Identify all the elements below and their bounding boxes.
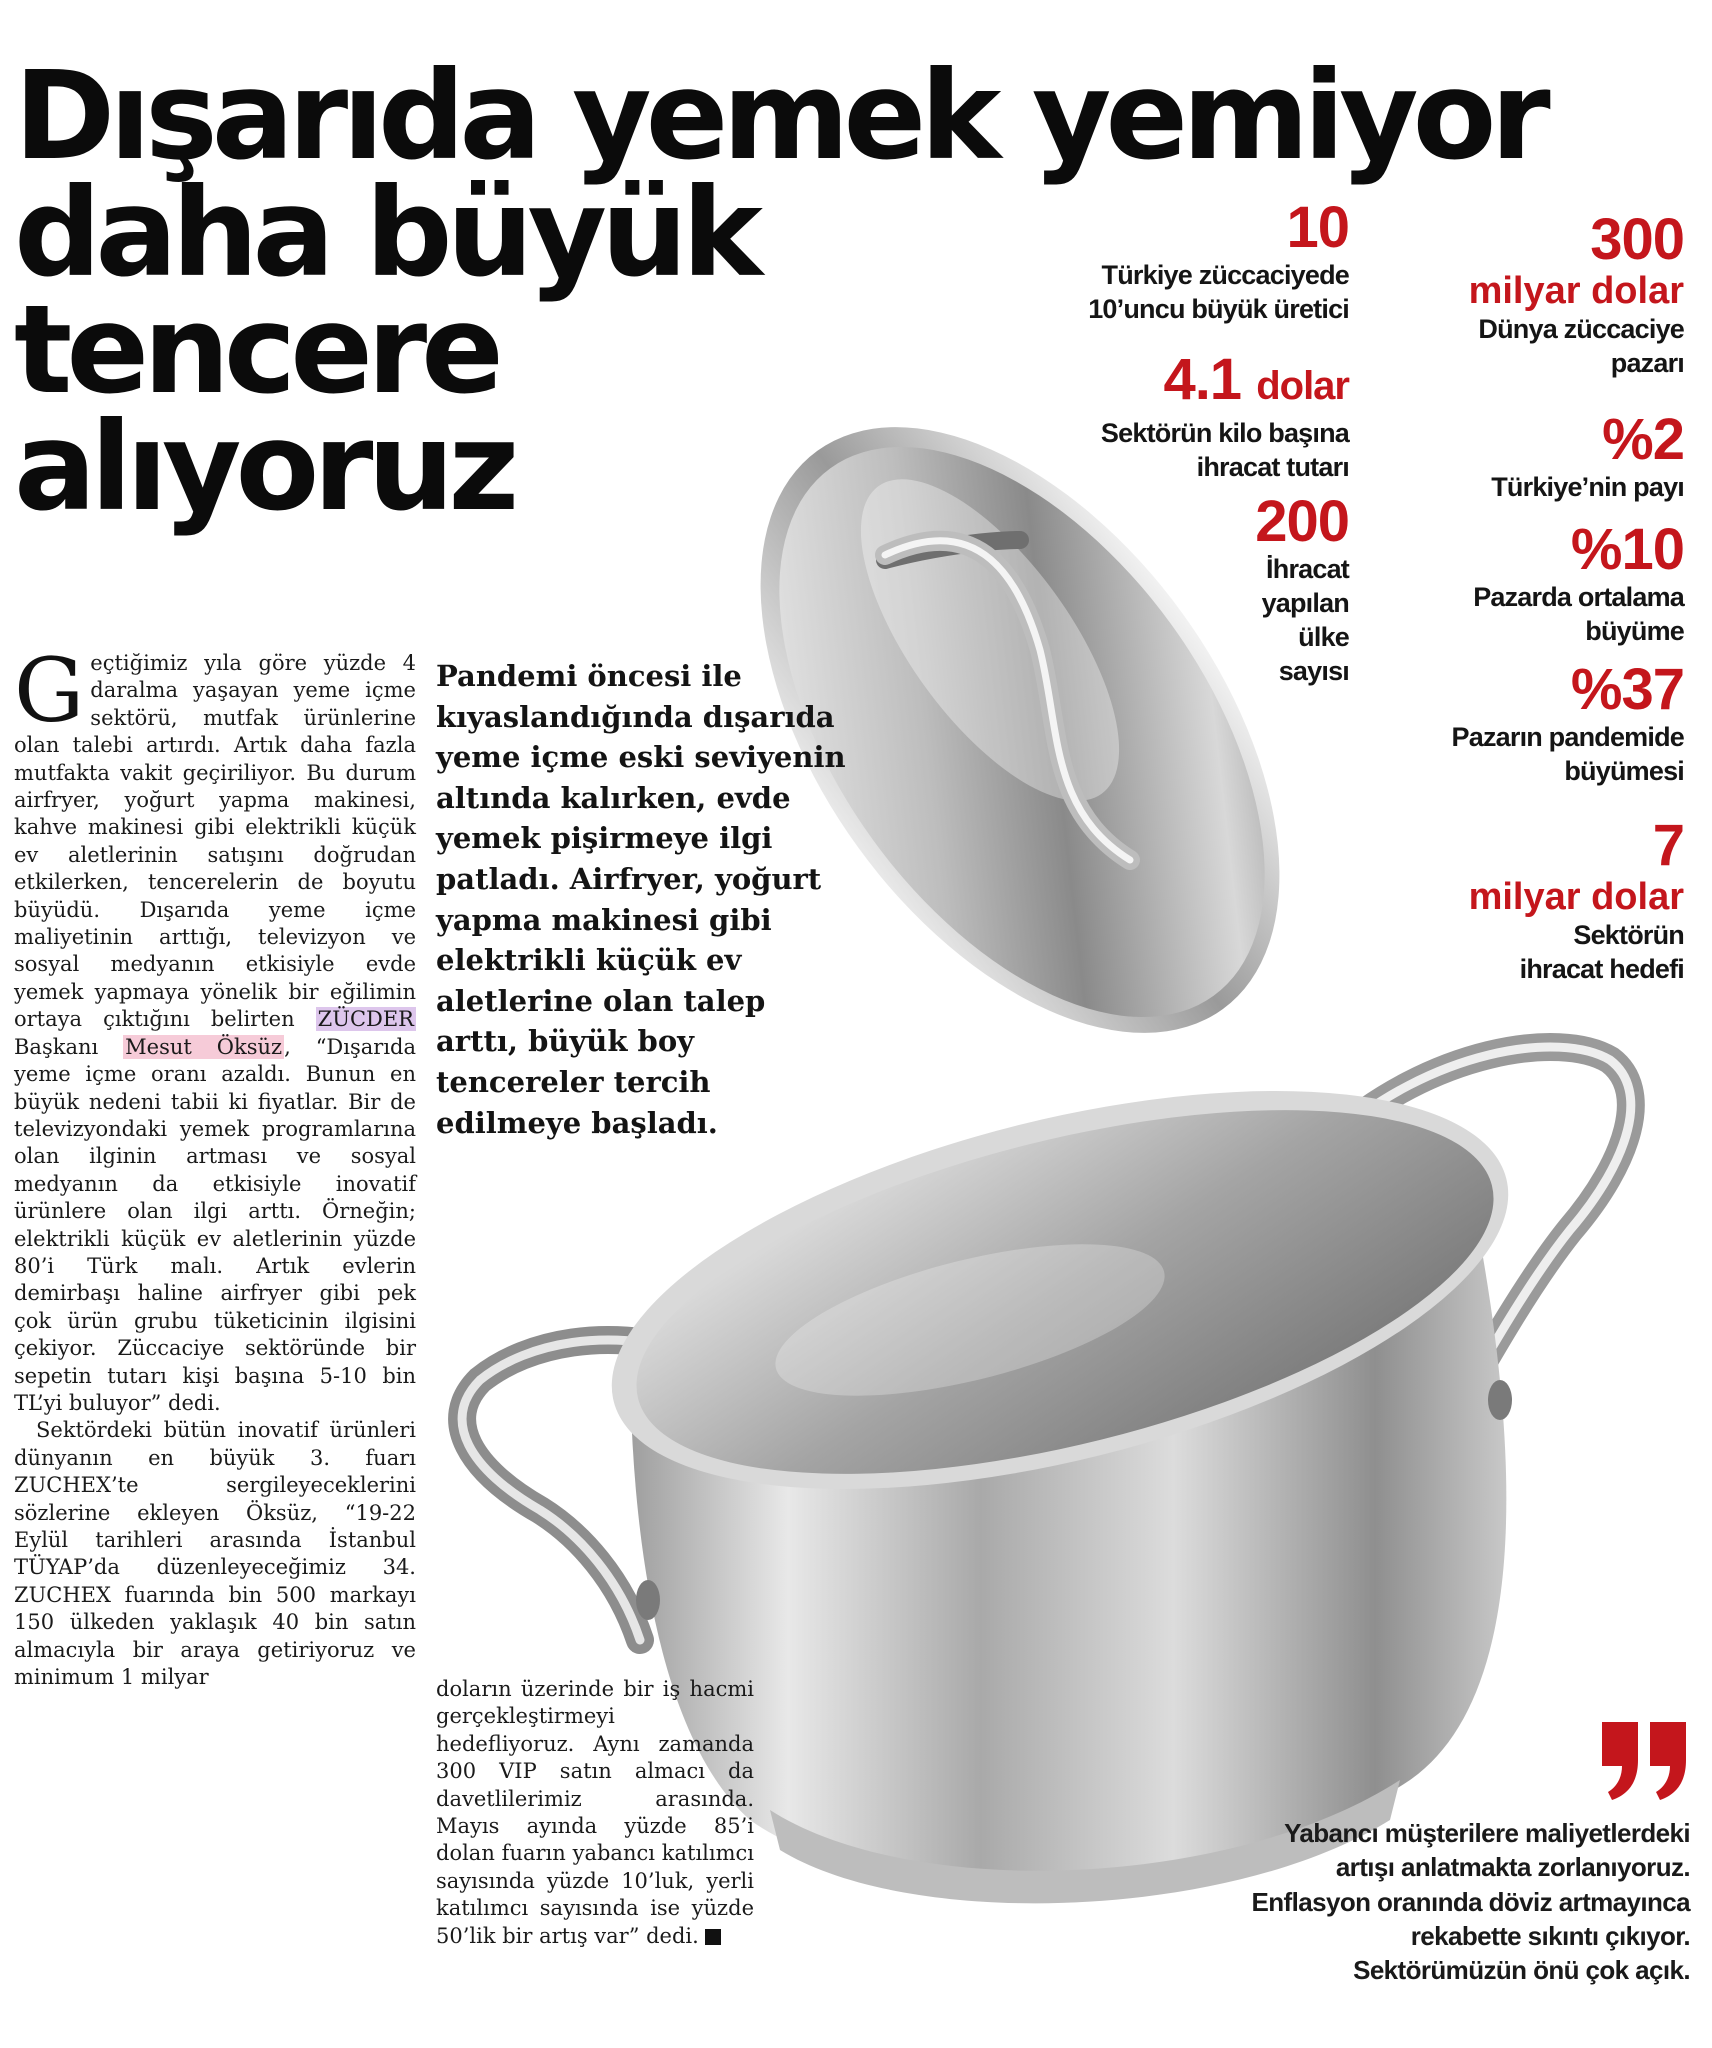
headline-line-4: alıyoruz — [14, 396, 514, 538]
drop-cap: G — [14, 639, 85, 742]
person-name-highlight: Mesut Öksüz — [125, 1034, 283, 1059]
article-paragraph-1: Geçtiğimiz yıla göre yüzde 4 daralma yaşayan yeme içme sektörü, mutfak ürünlerine olan talebi artırdı. Artık daha fazla mutfakta vakit geçiriliyor. Bu durum airfryer, yoğurt yapma makinesi, kahve makinesi gibi elektrikli küçük ev aletlerinin satışını doğrudan etkilerken, tencerelerin de boyutu büyüdü. Dışarıda yeme içme maliyetinin arttığı, televizyon ve sosyal medyanın etkisiyle evde yemek yapmaya yönelik bir eğilimin ortaya çıktığını belirten ZÜCDER Başkanı Mesut Öksüz, “Dışarıda yeme içme oranı azaldı. Bunun en büyük nedeni tabii ki fiyatlar. Bir de televizyondaki yemek programlarına olan ilginin artması ve sosyal medyanın da etkisiyle inovatif ürünlere olan ilgi arttı. Örneğin; elektrikli küçük ev aletlerinin yüzde 80’i Türk malı. Artık evlerin demirbaşı haline airfryer gibi pek çok ürün grubu tüketicinin ilgisini çekiyor. Züccaciye sektöründe bir sepetin tutarı kişi başına 5-10 bin TL’yi buluyor” dedi. — [14, 639, 416, 1415]
article-column-2 — [436, 1676, 754, 1950]
stat-export-per-kilo-number: 4.1 dolar — [1163, 347, 1349, 412]
end-mark — [705, 1929, 721, 1945]
article-paragraph-3: doların üzerinde bir iş hacmi gerçekleştirmeyi hedefliyoruz. Aynı zamanda 300 VIP satın almacı da davetlilerimiz arasında. Mayıs ayında yüzde 85’i dolan fuarın yabancı katılımcı sayısında yüzde 10’luk, yerli katılımcı sayısında ise yüzde 50’lik bir artış var” dedi. — [436, 1677, 754, 1948]
article-column-1 — [14, 639, 416, 1691]
stat-rank: 10 Türkiye züccaciyede 10’uncu büyük üretici — [989, 198, 1349, 326]
stat-export-target: 7 milyar dolar Sektörün ihracat hedefi — [1364, 816, 1684, 986]
org-name-highlight: ZÜCDER — [317, 1007, 414, 1032]
stat-pandemic-growth: %37 Pazarın pandemide büyümesi — [1364, 660, 1684, 788]
article-paragraph-2: Sektördeki bütün inovatif ürünleri dünyanın en büyük 3. fuarı ZUCHEX’te sergileyeceklerini sözlerine ekleyen Öksüz, “19-22 Eylül tarihleri arasında İstanbul TÜYAP’da düzenleyeceğimiz 34. ZUCHEX fuarında bin 500 markayı 150 ülkeden yaklaşık 40 bin satın almacıyla bir araya getiriyoruz ve minimum 1 milyar — [14, 1418, 416, 1690]
headline-line-2: daha büyük — [14, 162, 758, 304]
stat-average-growth: %10 Pazarda ortalama büyüme — [1364, 520, 1684, 648]
stat-export-countries: 200 İhracat yapılan ülke sayısı — [1089, 492, 1349, 688]
pull-quote: Pandemi öncesi ile kıyaslandığında dışarıda yeme içme eski seviyenin altında kalırken, evde yemek pişirmeye ilgi patladı. Airfryer, yoğurt yapma makinesi gibi elektrikli küçük ev aletlerine olan talep arttı, büyük boy tencereler tercih edilmeye başladı. — [436, 659, 846, 1140]
stat-world-market: 300 milyar dolar Dünya züccaciye pazarı — [1364, 210, 1684, 380]
stat-turkey-share-number: %2 — [1602, 407, 1684, 472]
stat-export-target-number: 7 — [1652, 813, 1684, 878]
closing-quote: Yabancı müşterilere maliyetlerdeki artışı anlatmakta zorlanıyoruz. Enflasyon oranında döviz artmayınca rekabette sıkıntı çıkıyor. Sektörümüzün önü çok açık. — [1251, 1818, 1690, 1986]
stat-export-countries-number: 200 — [1255, 489, 1349, 554]
stat-world-market-number: 300 — [1590, 207, 1684, 272]
stat-average-growth-number: %10 — [1570, 517, 1684, 582]
stat-rank-number: 10 — [1286, 195, 1349, 260]
quotation-mark-icon — [1598, 1720, 1690, 1802]
stat-pandemic-growth-number: %37 — [1570, 657, 1684, 722]
headline-line-1: Dışarıda yemek yemiyor — [14, 45, 1545, 187]
headline-line-3: tencere — [14, 279, 498, 421]
stat-export-per-kilo: 4.1 dolar Sektörün kilo başına ihracat tutarı — [989, 350, 1349, 484]
stat-turkey-share: %2 Türkiye’nin payı — [1364, 410, 1684, 504]
